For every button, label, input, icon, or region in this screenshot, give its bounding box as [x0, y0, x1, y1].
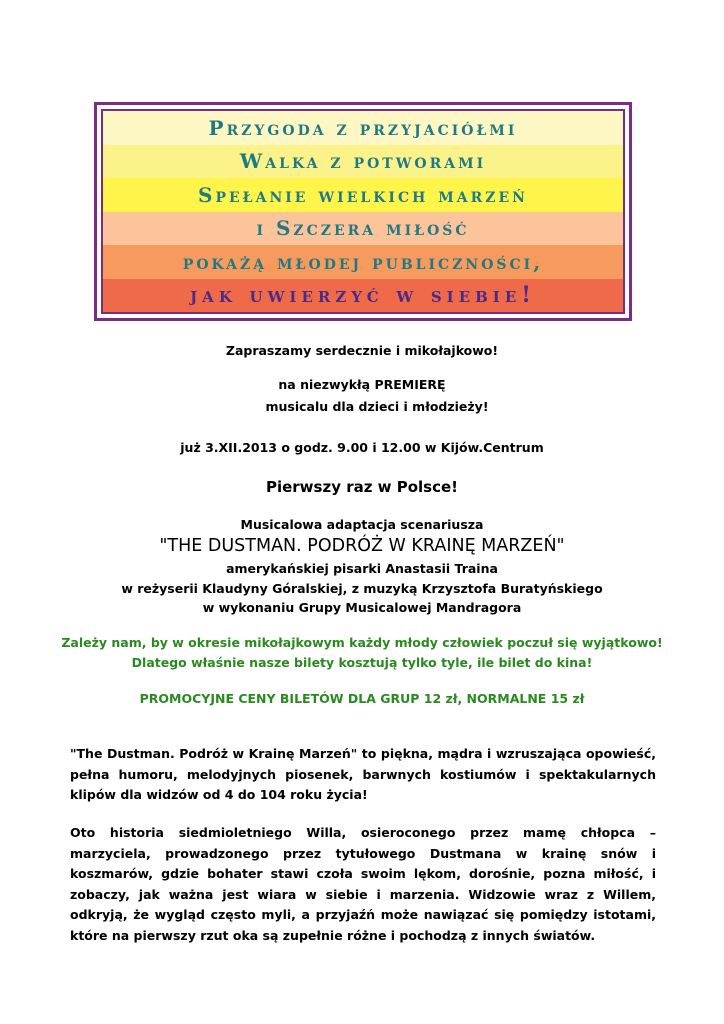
- premiere-line-2: musicalu dla dzieci i młodzieży!: [265, 399, 489, 414]
- promo-line-1: Zależy nam, by w okresie mikołajkowym każdy młody człowiek poczuł się wyjątkowo!: [61, 635, 663, 650]
- invitation-text: Zapraszamy serdecznie i mikołajkowo!: [225, 343, 499, 358]
- adaptation-intro: Musicalowa adaptacja scenariusza: [240, 517, 484, 532]
- show-title: "THE DUSTMAN. PODRÓŻ W KRAINĘ MARZEŃ": [159, 536, 565, 556]
- banner-line-5: pokażą młodej publiczności,: [103, 245, 623, 279]
- banner-stripes: [101, 109, 625, 314]
- date-and-venue: już 3.XII.2013 o godz. 9.00 i 12.00 w Kijów.Centrum: [180, 440, 544, 455]
- banner-line-3: Spełanie wielkich marzeń: [103, 178, 623, 212]
- author-line: amerykańskiej pisarki Anastasii Traina: [226, 561, 498, 576]
- title-banner: [94, 102, 632, 321]
- ticket-prices: PROMOCYJNE CENY BILETÓW DLA GRUP 12 zł, NORMALNE 15 zł: [139, 691, 585, 706]
- performers-line: w wykonaniu Grupy Musicalowej Mandragora: [202, 600, 522, 615]
- description-paragraph-1: "The Dustman. Podróż w Krainę Marzeń" to piękna, mądra i wzruszająca opowieść, pełna humoru, melodyjnych piosenek, barwnych kostiumów i spektakularnych klipów dla widzów od 4 do 104 roku życia!: [70, 746, 656, 802]
- promo-line-2: Dlatego właśnie nasze bilety kosztują tylko tyle, ile bilet do kina!: [131, 655, 593, 670]
- banner-line-4: i Szczera miłość: [103, 212, 623, 246]
- banner-line-2: Walka z potworami: [103, 145, 623, 179]
- premiere-line-1: na niezwykłą PREMIERĘ: [278, 377, 446, 392]
- banner-line-6: jak uwierzyć w siebie!: [103, 279, 623, 313]
- banner-line-1: Przygoda z przyjaciółmi: [103, 111, 623, 145]
- description-paragraph-2: Oto historia siedmioletniego Willa, osieroconego przez mamę chłopca – marzyciela, prowadzonego przez tytułowego Dustmana w krainę snów i koszmarów, gdzie bohater stawi czoła swoim lękom, dorośnie, pozna miłość, i zobaczy, jak ważna jest wiara w siebie i marzenia. Widzowie wraz z Willem, odkryją, że wygląd często myli, a przyjaźń może nawiązać się pomiędzy istotami, które na pierwszy rzut oka są zupełnie różne i pochodzą z innych światów.: [70, 825, 656, 943]
- first-time-headline: Pierwszy raz w Polsce!: [265, 478, 459, 496]
- direction-line: w reżyserii Klaudyny Góralskiej, z muzyką Krzysztofa Buratyńskiego: [121, 581, 603, 596]
